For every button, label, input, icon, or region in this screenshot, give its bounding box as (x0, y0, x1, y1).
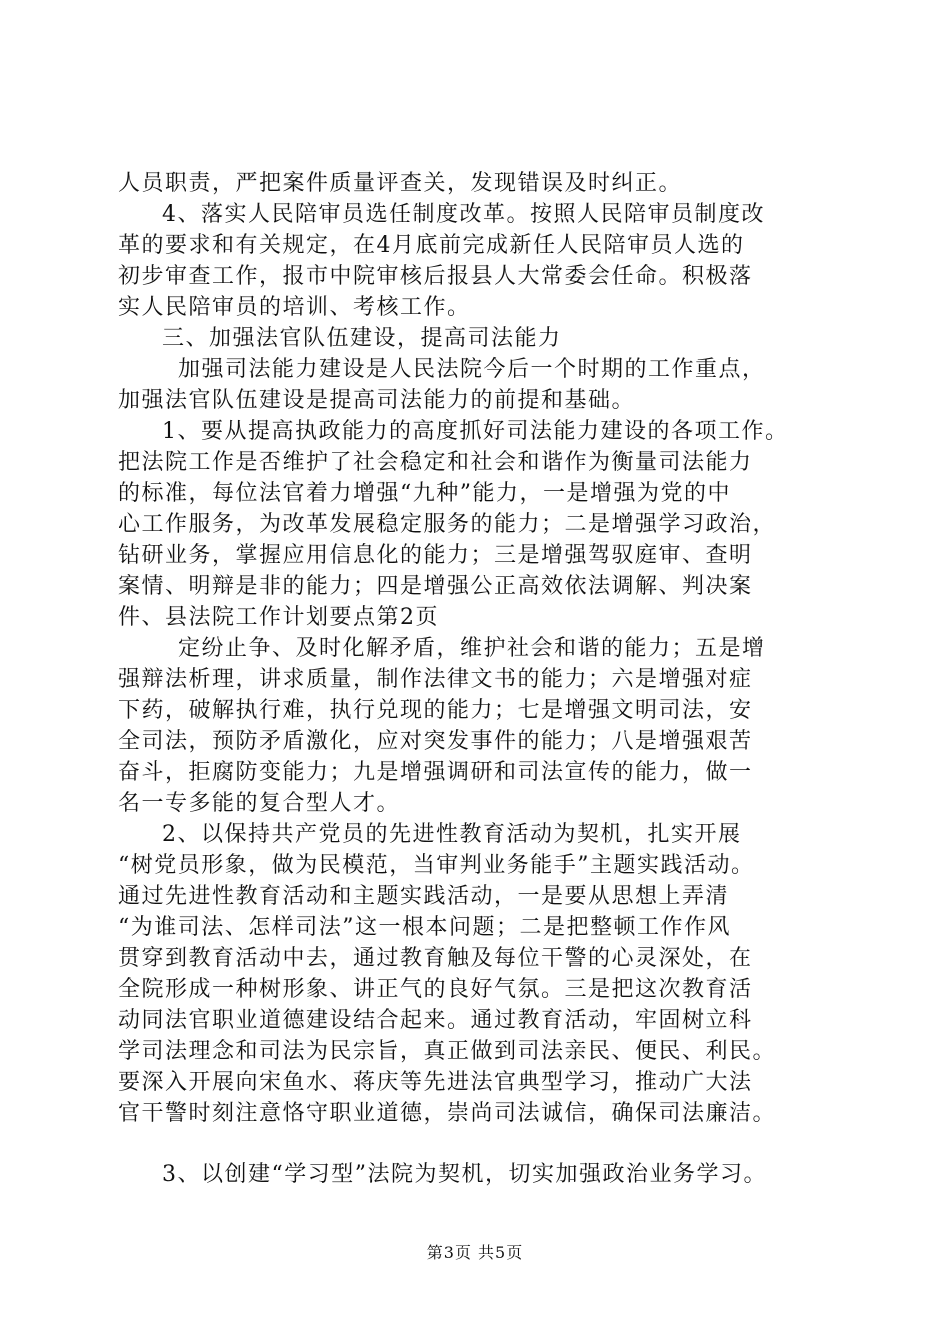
text-line: 强辩法析理，讲求质量，制作法律文书的能力；六是增强对症 (118, 667, 753, 692)
text-line: 件、县法院工作计划要点第2页 (118, 605, 439, 630)
text-line: 把法院工作是否维护了社会稳定和社会和谐作为衡量司法能力 (118, 450, 753, 475)
document-body (118, 168, 848, 1190)
text-line: 的标准，每位法官着力增强“九种”能力，一是增强为党的中 (118, 481, 731, 506)
text-line: 要深入开展向宋鱼水、蒋庆等先进法官典型学习，推动广大法 (118, 1070, 753, 1095)
text-line: 全院形成一种树形象、讲正气的良好气氛。三是把这次教育活 (118, 977, 753, 1002)
text-line: 加强法官队伍建设是提高司法能力的前提和基础。 (118, 388, 636, 413)
text-line: 4、落实人民陪审员选任制度改革。按照人民陪审员制度改 (162, 202, 765, 227)
text-line: 钻研业务，掌握应用信息化的能力；三是增强驾驭庭审、查明 (118, 543, 753, 568)
text-line: 通过先进性教育活动和主题实践活动，一是要从思想上弄清 (118, 884, 730, 909)
text-line: 案情、明辩是非的能力；四是增强公正高效依法调解、判决案 (118, 574, 753, 599)
page-footer: 第3页 共5页 (426, 1243, 524, 1262)
text-line: 全司法，预防矛盾激化，应对突发事件的能力；八是增强艰苦 (118, 729, 753, 754)
text-line: “为谁司法、怎样司法”这一根本问题；二是把整顿工作作风 (118, 915, 731, 940)
text-line: 学司法理念和司法为民宗旨，真正做到司法亲民、便民、利民。 (118, 1039, 777, 1064)
text-line: 加强司法能力建设是人民法院今后一个时期的工作重点， (178, 357, 766, 382)
text-line: 定纷止争、及时化解矛盾，维护社会和谐的能力；五是增 (178, 636, 766, 661)
text-line: 1、要从提高执政能力的高度抓好司法能力建设的各项工作。 (162, 419, 789, 444)
text-line: 实人民陪审员的培训、考核工作。 (118, 295, 471, 320)
paragraph-gap (118, 1129, 848, 1159)
text-line: 革的要求和有关规定，在4月底前完成新任人民陪审员人选的 (118, 233, 745, 258)
section-heading: 三、加强法官队伍建设，提高司法能力 (162, 326, 562, 351)
text-line: 下药，破解执行难，执行兑现的能力；七是增强文明司法，安 (118, 698, 753, 723)
text-line: 3、以创建“学习型”法院为契机，切实加强政治业务学习。 (162, 1162, 767, 1187)
text-line: 贯穿到教育活动中去，通过教育触及每位干警的心灵深处，在 (118, 946, 753, 971)
text-line: 奋斗，拒腐防变能力；九是增强调研和司法宣传的能力，做一 (118, 760, 753, 785)
text-line: 2、以保持共产党员的先进性教育活动为契机，扎实开展 (162, 822, 742, 847)
text-line: 初步审查工作，报市中院审核后报县人大常委会任命。积极落 (118, 264, 753, 289)
text-line: 心工作服务，为改革发展稳定服务的能力；二是增强学习政治， (118, 512, 777, 537)
text-line: 官干警时刻注意恪守职业道德，崇尚司法诚信，确保司法廉洁。 (118, 1101, 777, 1126)
text-line: 名一专多能的复合型人才。 (118, 791, 401, 816)
text-line: “树党员形象，做为民模范，当审判业务能手”主题实践活动。 (118, 853, 755, 878)
text-line: 动同法官职业道德建设结合起来。通过教育活动，牢固树立科 (118, 1008, 753, 1033)
text-line: 人员职责，严把案件质量评查关，发现错误及时纠正。 (118, 171, 683, 196)
